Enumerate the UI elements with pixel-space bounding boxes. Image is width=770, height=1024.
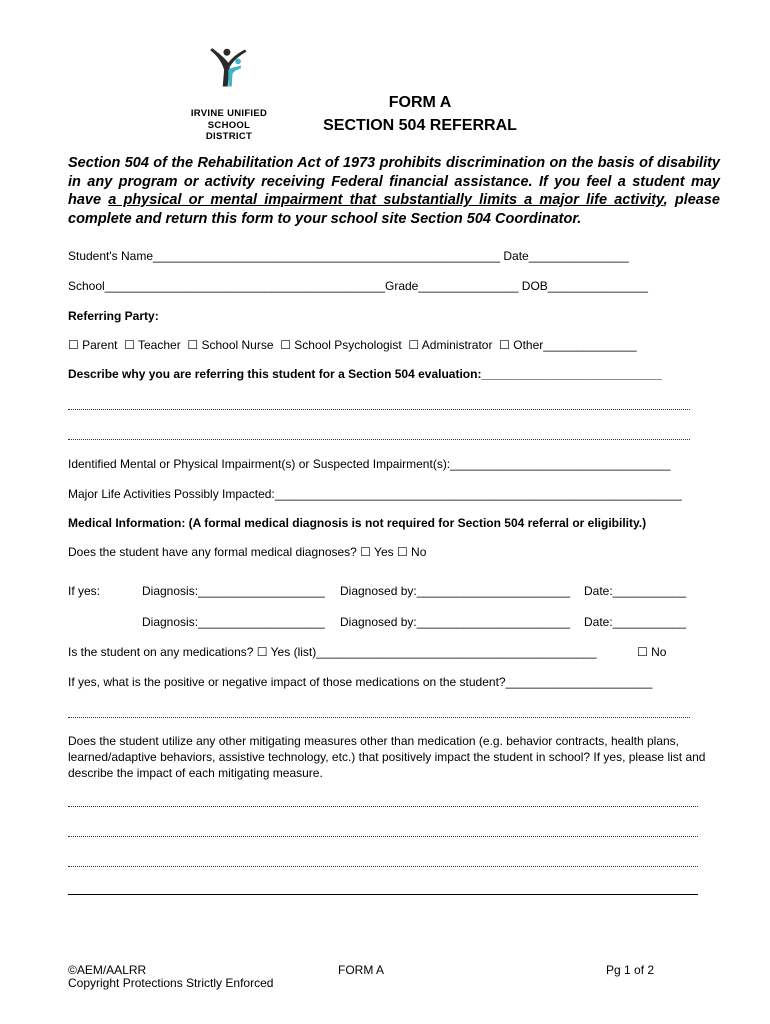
date-field-2[interactable]: Date:___________ — [584, 615, 687, 629]
diagnoses-question[interactable]: Does the student have any formal medical diagnoses? ☐ Yes ☐ No — [68, 545, 427, 559]
medications-question[interactable]: Is the student on any medications? ☐ Yes (list)__________________________________________ — [68, 645, 597, 659]
medications-no-checkbox[interactable]: ☐ No — [637, 645, 667, 659]
mitigating-answer-line-3[interactable] — [68, 866, 698, 867]
diagnosis-field-1[interactable]: Diagnosis:___________________ — [142, 584, 325, 598]
mitigating-answer-line-4[interactable] — [68, 894, 698, 895]
date-field-1[interactable]: Date:___________ — [584, 584, 687, 598]
footer-form-label: FORM A — [338, 963, 385, 977]
referring-option-administrator[interactable]: ☐ Administrator — [408, 338, 493, 352]
page-number: Pg 1 of 2 — [606, 963, 655, 977]
medication-impact-question[interactable]: If yes, what is the positive or negative impact of those medications on the student?______________________ — [68, 675, 653, 689]
student-name-date-field[interactable]: Student's Name____________________________________________________ Date_______________ — [68, 249, 629, 263]
mitigating-answer-line-1[interactable] — [68, 806, 698, 807]
copyright-line-1: ©AEM/AALRR — [68, 963, 147, 977]
referring-option-teacher[interactable]: ☐ Teacher — [124, 338, 181, 352]
mitigating-measures-question: Does the student utilize any other mitigating measures other than medication (e.g. behavior contracts, health plans, learned/adaptive behaviors, assistive technology, etc.) that positively impact the student in school? If yes, please list and describe the impact of each mitigating measure. — [68, 734, 706, 780]
reason-answer-line-2[interactable] — [68, 439, 690, 440]
describe-reason-field[interactable]: Describe why you are referring this student for a Section 504 evaluation:___________________________ — [68, 367, 662, 381]
medical-info-heading: Medical Information: (A formal medical diagnosis is not required for Section 504 referral or eligibility.) — [68, 516, 647, 530]
if-yes-label: If yes: — [68, 584, 101, 598]
referring-option-parent[interactable]: ☐ Parent — [68, 338, 118, 352]
life-activities-field[interactable]: Major Life Activities Possibly Impacted:_____________________________________________________________ — [68, 487, 682, 501]
medication-impact-line[interactable] — [68, 717, 690, 718]
referring-party-heading: Referring Party: — [68, 309, 159, 323]
diagnosed-by-field-2[interactable]: Diagnosed by:_______________________ — [340, 615, 571, 629]
mitigating-answer-line-2[interactable] — [68, 836, 698, 837]
district-name-line2: SCHOOL DISTRICT — [205, 120, 253, 142]
district-name-line1: IRVINE UNIFIED — [190, 108, 268, 119]
intro-underlined-phrase: a physical or mental impairment that substantially limits a major life activity — [108, 192, 664, 208]
impairment-field[interactable]: Identified Mental or Physical Impairment(s) or Suspected Impairment(s):_________________________________ — [68, 457, 671, 471]
reason-answer-line-1[interactable] — [68, 409, 690, 410]
school-grade-dob-field[interactable]: School__________________________________________Grade_______________ DOB_______________ — [68, 279, 648, 293]
form-title: FORM A — [388, 94, 452, 111]
diagnosed-by-field-1[interactable]: Diagnosed by:_______________________ — [340, 584, 571, 598]
intro-paragraph: Section 504 of the Rehabilitation Act of 1973 prohibits discrimination on the basis of disability in any program or activity receiving Federal financial assistance. If you feel a student may have a physical or mental impairment that substantially limits a major life activity, please complete and return this form to your school site Section 504 Coordinator. — [68, 155, 720, 227]
referring-option-other[interactable]: ☐ Other______________ — [499, 338, 637, 352]
irvine-usd-logo-icon — [184, 46, 274, 106]
referring-option-school-nurse[interactable]: ☐ School Nurse — [187, 338, 274, 352]
diagnosis-field-2[interactable]: Diagnosis:___________________ — [142, 615, 325, 629]
referring-option-school-psychologist[interactable]: ☐ School Psychologist — [280, 338, 402, 352]
form-subtitle: SECTION 504 REFERRAL — [323, 117, 517, 134]
copyright-line-2: Copyright Protections Strictly Enforced — [68, 976, 274, 990]
referring-party-options — [68, 338, 637, 352]
